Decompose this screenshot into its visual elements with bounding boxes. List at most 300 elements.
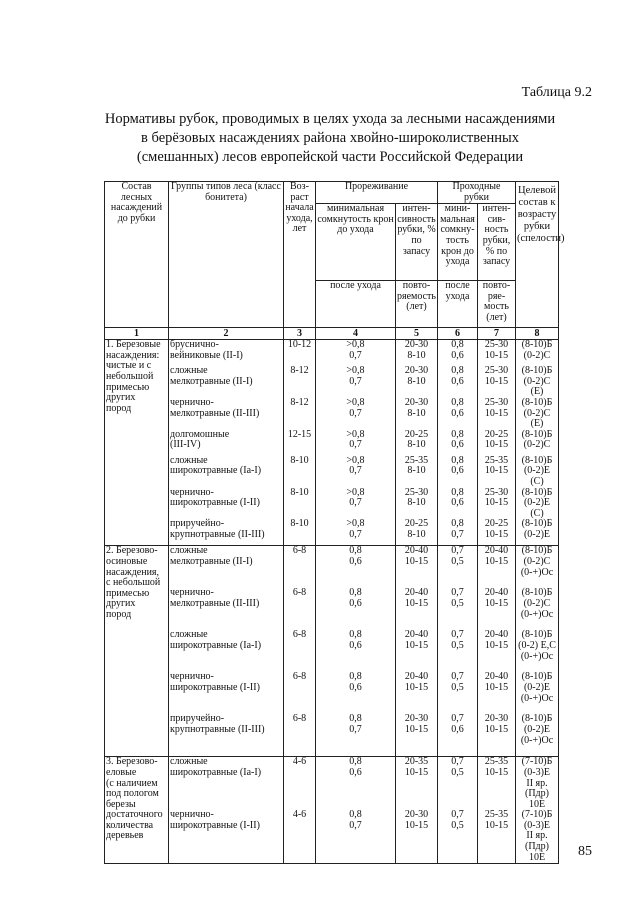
intensity-cell-line: 8-10: [407, 497, 426, 509]
intensity-2-cell-line: 10-15: [484, 528, 509, 540]
composition-cell-line: других: [106, 392, 136, 404]
density-cell-line: 0,6: [349, 597, 362, 609]
intensity-2-cell-line: 25-35: [484, 756, 509, 768]
intensity-cell-line: 20-30: [404, 809, 429, 821]
forest-type-cell-line: (III-IV): [170, 439, 201, 451]
composition-cell-line: пород: [106, 608, 132, 620]
table-row: [105, 588, 559, 630]
intensity-2-cell-line: 25-30: [484, 396, 509, 408]
target-composition-cell: [516, 757, 559, 810]
density-2-cell-line: 0,7: [451, 587, 464, 599]
target-composition-cell-line: (8-10)Б: [521, 671, 553, 683]
intensity-cell-line: 20-40: [404, 545, 429, 557]
target-composition-cell-line: (7-10)Б: [521, 809, 553, 821]
intensity-2-cell: [478, 430, 516, 456]
composition-cell-line: достаточного: [106, 809, 163, 821]
intensity-2-cell-line: 25-35: [484, 454, 509, 466]
header-after-care-2: после ухода: [438, 281, 478, 328]
composition-cell-line: березы: [106, 798, 136, 810]
target-composition-cell-line: (0-2)Е: [523, 681, 551, 693]
intensity-2-cell-line: 25-30: [484, 365, 509, 377]
intensity-cell-line: 20-30: [404, 339, 429, 351]
target-composition-cell-line: (0-+)Ос: [520, 734, 554, 746]
header-min-density: минимальная сомкнутость крон до ухода: [316, 204, 396, 281]
density-2-cell: [438, 398, 478, 430]
header-intensity: интен-сивность рубки, % по запасу: [396, 204, 438, 281]
density-2-cell-line: 0,6: [451, 349, 464, 361]
density-2-cell: [438, 430, 478, 456]
intensity-2-cell: [478, 366, 516, 398]
table-row: [105, 430, 559, 456]
density-cell-line: 0,8: [349, 713, 362, 725]
intensity-2-cell-line: 10-15: [484, 766, 509, 778]
forest-type-cell-line: чернично-: [170, 486, 214, 498]
intensity-2-cell-line: 20-25: [484, 518, 509, 530]
intensity-2-cell-line: 20-40: [484, 629, 509, 641]
intensity-2-cell: [478, 810, 516, 863]
composition-cell-line: примесью: [106, 381, 150, 393]
column-number-row: [105, 328, 559, 340]
forest-type-cell-line: широкотравные (Ia-I): [170, 639, 262, 651]
intensity-2-cell-line: 10-15: [484, 465, 509, 477]
table-row: [105, 456, 559, 488]
target-composition-cell-line: (0-2)Е (С): [523, 465, 551, 487]
composition-cell-line: небольшой: [106, 370, 154, 382]
target-composition-cell-line: II яр.: [526, 830, 548, 842]
composition-cell-line: пород: [106, 402, 132, 414]
target-composition-cell-line: (0-3)Е: [523, 819, 551, 831]
age-cell: 6-8: [284, 630, 316, 672]
density-cell: [316, 430, 396, 456]
density-2-cell-line: 0,7: [451, 671, 464, 683]
target-composition-cell: [516, 519, 559, 546]
forest-type-cell-line: сложные: [170, 365, 208, 377]
title-line: в берёзовых насаждениях района хвойно-широколиственных: [141, 130, 519, 146]
forest-type-cell-line: сложные: [170, 454, 208, 466]
density-cell: [316, 757, 396, 810]
density-2-cell-line: 0,6: [451, 465, 464, 477]
age-cell: 8-10: [284, 456, 316, 488]
target-composition-cell-line: (Пдр) 10Е: [525, 788, 549, 810]
density-cell-line: 0,7: [349, 439, 362, 451]
intensity-2-cell-line: 25-30: [484, 486, 509, 498]
intensity-2-cell-line: 10-15: [484, 723, 509, 735]
forest-type-cell: [169, 519, 284, 546]
density-cell-line: >0,8: [346, 454, 365, 466]
intensity-2-cell: [478, 340, 516, 367]
composition-cell-line: насаждения,: [106, 566, 160, 578]
intensity-cell: [396, 519, 438, 546]
intensity-2-cell-line: 20-40: [484, 545, 509, 557]
target-composition-cell: [516, 488, 559, 520]
intensity-cell: [396, 588, 438, 630]
composition-cell: [105, 546, 169, 757]
target-composition-cell-line: (8-10)Б: [521, 454, 553, 466]
title-line: (смешанных) лесов европейской части Российской Федерации: [136, 149, 524, 165]
density-cell-line: 0,8: [349, 671, 362, 683]
table-body: [105, 340, 559, 864]
density-cell-line: 0,8: [349, 756, 362, 768]
density-2-cell: [438, 757, 478, 810]
target-composition-cell-line: (8-10)Б: [521, 518, 553, 530]
density-cell: [316, 488, 396, 520]
age-cell: 8-10: [284, 488, 316, 520]
page-number: 85: [578, 844, 592, 859]
composition-cell-line: чистые и с: [106, 360, 152, 372]
density-cell: [316, 546, 396, 589]
density-2-cell: [438, 810, 478, 863]
target-composition-cell: [516, 366, 559, 398]
target-composition-cell: [516, 430, 559, 456]
density-cell: [316, 672, 396, 714]
density-2-cell-line: 0,8: [451, 454, 464, 466]
density-cell: [316, 398, 396, 430]
density-cell-line: 0,7: [349, 723, 362, 735]
forest-type-cell: [169, 630, 284, 672]
density-2-cell-line: 0,8: [451, 396, 464, 408]
target-composition-cell-line: II яр.: [526, 777, 548, 789]
intensity-cell: [396, 430, 438, 456]
standards-table: [104, 181, 565, 864]
target-composition-cell-line: (0-2)Е: [523, 723, 551, 735]
column-number: 4: [316, 328, 396, 340]
age-cell: 4-6: [284, 757, 316, 810]
forest-type-cell-line: приручейно-: [170, 518, 225, 530]
density-cell: [316, 714, 396, 757]
composition-cell-line: насаждения:: [106, 349, 160, 361]
intensity-cell-line: 8-10: [407, 528, 426, 540]
target-composition-cell: [516, 630, 559, 672]
header-age: Воз-раст начала ухода, лет: [284, 182, 316, 328]
composition-cell-line: 2. Березово-: [106, 545, 158, 557]
forest-type-cell-line: мелкотравные (II-I): [170, 375, 253, 387]
intensity-2-cell-line: 20-30: [484, 713, 509, 725]
intensity-2-cell-line: 10-15: [484, 439, 509, 451]
density-2-cell: [438, 488, 478, 520]
target-composition-cell-line: (8-10)Б: [521, 486, 553, 498]
intensity-cell: [396, 398, 438, 430]
density-cell-line: >0,8: [346, 518, 365, 530]
header-target: Целевой состав к возрасту рубки (спелости): [516, 182, 559, 328]
table-title: [60, 110, 600, 167]
density-2-cell-line: 0,6: [451, 497, 464, 509]
intensity-cell-line: 20-25: [404, 518, 429, 530]
density-cell-line: 0,7: [349, 528, 362, 540]
target-composition-cell-line: (8-10)Б: [521, 545, 553, 557]
density-cell: [316, 810, 396, 863]
density-2-cell: [438, 546, 478, 589]
intensity-2-cell-line: 10-15: [484, 819, 509, 831]
forest-type-cell: [169, 672, 284, 714]
target-composition-cell: [516, 546, 559, 589]
composition-cell: [105, 757, 169, 864]
density-cell-line: >0,8: [346, 396, 365, 408]
intensity-cell-line: 20-30: [404, 365, 429, 377]
density-2-cell-line: 0,5: [451, 766, 464, 778]
target-composition-cell-line: (7-10)Б: [521, 756, 553, 768]
forest-type-cell-line: чернично-: [170, 809, 214, 821]
intensity-2-cell-line: 10-15: [484, 349, 509, 361]
composition-cell-line: с небольшой: [106, 577, 161, 589]
forest-type-cell-line: широкотравные (Ia-I): [170, 465, 262, 477]
forest-type-cell: [169, 810, 284, 863]
density-cell-line: 0,8: [349, 545, 362, 557]
table-row: [105, 630, 559, 672]
table-row: [105, 546, 559, 589]
density-2-cell: [438, 519, 478, 546]
target-composition-cell-line: (0-2)С: [523, 439, 551, 451]
density-cell-line: 0,8: [349, 629, 362, 641]
header-repeat-2: повто-ряе-мость (лет): [478, 281, 516, 328]
intensity-cell-line: 20-40: [404, 629, 429, 641]
column-number: 2: [169, 328, 284, 340]
forest-type-cell-line: мелкотравные (II-III): [170, 407, 260, 419]
density-2-cell: [438, 588, 478, 630]
density-2-cell-line: 0,5: [451, 555, 464, 567]
intensity-cell-line: 10-15: [404, 555, 429, 567]
title-line: Нормативы рубок, проводимых в целях ухода за лесными насаждениями: [104, 111, 556, 127]
intensity-cell-line: 20-25: [404, 428, 429, 440]
age-cell: 10-12: [284, 340, 316, 367]
composition-cell-line: 1. Березовые: [106, 339, 161, 351]
column-number: 8: [516, 328, 559, 340]
intensity-cell-line: 10-15: [404, 639, 429, 651]
forest-type-cell: [169, 366, 284, 398]
target-composition-cell: [516, 714, 559, 757]
target-composition-cell: [516, 456, 559, 488]
intensity-2-cell: [478, 588, 516, 630]
density-cell-line: 0,8: [349, 587, 362, 599]
age-cell: 8-12: [284, 366, 316, 398]
forest-type-cell-line: вейниковые (II-I): [170, 349, 243, 361]
age-cell: 4-6: [284, 810, 316, 863]
forest-type-cell-line: мелкотравные (II-III): [170, 597, 260, 609]
target-composition-cell-line: (8-10)Б: [521, 587, 553, 599]
intensity-2-cell-line: 10-15: [484, 639, 509, 651]
composition-cell-line: осиновые: [106, 555, 148, 567]
intensity-cell: [396, 366, 438, 398]
composition-cell-line: (с наличием: [106, 777, 158, 789]
age-cell: 6-8: [284, 672, 316, 714]
header-repeat: повто-ряемость (лет): [396, 281, 438, 328]
target-composition-cell-line: (0-+)Ос: [520, 566, 554, 578]
density-cell-line: >0,8: [346, 428, 365, 440]
target-composition-cell-line: (0-2)С: [523, 555, 551, 567]
intensity-cell-line: 20-30: [404, 396, 429, 408]
density-cell: [316, 456, 396, 488]
density-cell-line: 0,7: [349, 407, 362, 419]
composition-cell-line: деревьев: [106, 830, 144, 842]
density-2-cell-line: 0,8: [451, 365, 464, 377]
target-composition-cell-line: (0-2)С (Е): [523, 375, 551, 398]
forest-type-cell-line: приручейно-: [170, 713, 225, 725]
intensity-2-cell: [478, 546, 516, 589]
forest-type-cell-line: широкотравные (I-II): [170, 681, 260, 693]
density-2-cell-line: 0,7: [451, 545, 464, 557]
density-2-cell-line: 0,8: [451, 428, 464, 440]
intensity-2-cell: [478, 519, 516, 546]
intensity-2-cell: [478, 398, 516, 430]
density-2-cell-line: 0,5: [451, 819, 464, 831]
density-2-cell-line: 0,5: [451, 597, 464, 609]
header-composition: Состав лесных насаждений до рубки: [105, 182, 169, 328]
target-composition-cell: [516, 672, 559, 714]
density-cell-line: >0,8: [346, 365, 365, 377]
density-2-cell-line: 0,6: [451, 723, 464, 735]
composition-cell-line: еловые: [106, 766, 137, 778]
target-composition-cell-line: (Пдр) 10Е: [525, 841, 549, 863]
forest-type-cell-line: сложные: [170, 629, 208, 641]
intensity-cell-line: 10-15: [404, 681, 429, 693]
intensity-cell-line: 10-15: [404, 723, 429, 735]
header-min-density-2: мини-мальная сомкну-тость крон до ухода: [438, 204, 478, 281]
intensity-2-cell-line: 10-15: [484, 375, 509, 387]
target-composition-cell-line: (8-10)Б: [521, 396, 553, 408]
density-2-cell-line: 0,8: [451, 339, 464, 351]
intensity-cell-line: 20-40: [404, 671, 429, 683]
density-cell-line: 0,8: [349, 809, 362, 821]
forest-type-cell: [169, 588, 284, 630]
table-row: [105, 810, 559, 863]
forest-type-cell-line: крупнотравные (II-III): [170, 528, 265, 540]
density-cell-line: >0,8: [346, 486, 365, 498]
forest-type-cell: [169, 757, 284, 810]
density-cell-line: 0,6: [349, 639, 362, 651]
intensity-cell-line: 20-40: [404, 587, 429, 599]
header-forest-type: Группы типов леса (класс бонитета): [169, 182, 284, 328]
intensity-2-cell: [478, 488, 516, 520]
composition-cell: [105, 340, 169, 546]
target-composition-cell-line: (0-+)Ос: [520, 650, 554, 662]
age-cell: 8-10: [284, 519, 316, 546]
intensity-2-cell-line: 20-25: [484, 428, 509, 440]
forest-type-cell-line: широкотравные (I-II): [170, 819, 260, 831]
intensity-cell: [396, 810, 438, 863]
target-composition-cell: [516, 588, 559, 630]
target-composition-cell-line: (8-10)Б: [521, 713, 553, 725]
table-row: [105, 340, 559, 367]
density-2-cell-line: 0,6: [451, 407, 464, 419]
intensity-cell: [396, 340, 438, 367]
forest-type-cell-line: широкотравные (Ia-I): [170, 766, 262, 778]
forest-type-cell: [169, 546, 284, 589]
age-cell: 6-8: [284, 546, 316, 589]
density-2-cell: [438, 340, 478, 367]
density-cell-line: 0,7: [349, 465, 362, 477]
forest-type-cell: [169, 714, 284, 757]
intensity-2-cell-line: 25-30: [484, 339, 509, 351]
density-cell: [316, 519, 396, 546]
column-number: 6: [438, 328, 478, 340]
intensity-2-cell-line: 10-15: [484, 597, 509, 609]
density-2-cell-line: 0,6: [451, 439, 464, 451]
density-cell-line: 0,6: [349, 681, 362, 693]
target-composition-cell-line: (8-10)Б: [521, 339, 553, 351]
intensity-cell: [396, 757, 438, 810]
forest-type-cell-line: сложные: [170, 756, 208, 768]
intensity-cell: [396, 714, 438, 757]
density-2-cell: [438, 630, 478, 672]
density-cell: [316, 630, 396, 672]
intensity-2-cell: [478, 630, 516, 672]
forest-type-cell: [169, 340, 284, 367]
column-number: 3: [284, 328, 316, 340]
density-cell-line: 0,7: [349, 375, 362, 387]
target-composition-cell-line: (0-3)Е: [523, 766, 551, 778]
intensity-cell: [396, 546, 438, 589]
forest-type-cell-line: широкотравные (I-II): [170, 497, 260, 509]
intensity-cell-line: 25-35: [404, 454, 429, 466]
target-composition-cell-line: (0-2)С: [523, 349, 551, 361]
forest-type-cell: [169, 456, 284, 488]
composition-cell-line: под пологом: [106, 788, 159, 800]
intensity-2-cell-line: 10-15: [484, 555, 509, 567]
forest-type-cell-line: сложные: [170, 545, 208, 557]
density-2-cell: [438, 456, 478, 488]
intensity-2-cell: [478, 456, 516, 488]
age-cell: 8-12: [284, 398, 316, 430]
table-label: Таблица 9.2: [521, 85, 592, 100]
density-2-cell-line: 0,7: [451, 809, 464, 821]
density-cell-line: 0,7: [349, 349, 362, 361]
forest-type-cell-line: чернично-: [170, 587, 214, 599]
forest-type-cell-line: долгомошные: [170, 428, 230, 440]
intensity-cell-line: 8-10: [407, 349, 426, 361]
composition-cell-line: других: [106, 598, 136, 610]
target-composition-cell-line: (0-+)Ос: [520, 692, 554, 704]
density-cell-line: 0,6: [349, 555, 362, 567]
forest-type-cell: [169, 488, 284, 520]
forest-type-cell-line: чернично-: [170, 671, 214, 683]
intensity-cell: [396, 672, 438, 714]
table-row: [105, 366, 559, 398]
header-intensity-2: интен-сив-ность рубки, % по запасу: [478, 204, 516, 281]
target-composition-cell-line: (0-2)С (Е): [523, 407, 551, 430]
age-cell: 12-15: [284, 430, 316, 456]
intensity-2-cell: [478, 714, 516, 757]
target-composition-cell-line: (0-2)Е: [523, 528, 551, 540]
density-cell: [316, 366, 396, 398]
intensity-2-cell-line: 10-15: [484, 407, 509, 419]
header-passage-cutting: Проходные рубки: [438, 182, 516, 204]
target-composition-cell-line: (0-2)С: [523, 597, 551, 609]
intensity-cell-line: 10-15: [404, 766, 429, 778]
intensity-cell: [396, 630, 438, 672]
target-composition-cell-line: (0-2) Е,С: [518, 639, 556, 651]
intensity-cell-line: 10-15: [404, 597, 429, 609]
header-after-care: после ухода: [316, 281, 396, 328]
density-2-cell-line: 0,8: [451, 518, 464, 530]
target-composition-cell: [516, 340, 559, 367]
forest-type-cell-line: чернично-: [170, 396, 214, 408]
intensity-cell-line: 20-35: [404, 756, 429, 768]
density-2-cell-line: 0,7: [451, 756, 464, 768]
density-cell: [316, 588, 396, 630]
target-composition-cell-line: (8-10)Б: [521, 629, 553, 641]
intensity-2-cell-line: 10-15: [484, 681, 509, 693]
target-composition-cell-line: (0-+)Ос: [520, 608, 554, 620]
intensity-cell: [396, 488, 438, 520]
composition-cell-line: примесью: [106, 587, 150, 599]
target-composition-cell-line: (8-10)Б: [521, 365, 553, 377]
density-2-cell-line: 0,7: [451, 528, 464, 540]
intensity-2-cell-line: 10-15: [484, 497, 509, 509]
target-composition-cell: [516, 810, 559, 863]
density-2-cell-line: 0,7: [451, 629, 464, 641]
intensity-cell-line: 8-10: [407, 439, 426, 451]
density-2-cell-line: 0,5: [451, 639, 464, 651]
forest-type-cell: [169, 430, 284, 456]
